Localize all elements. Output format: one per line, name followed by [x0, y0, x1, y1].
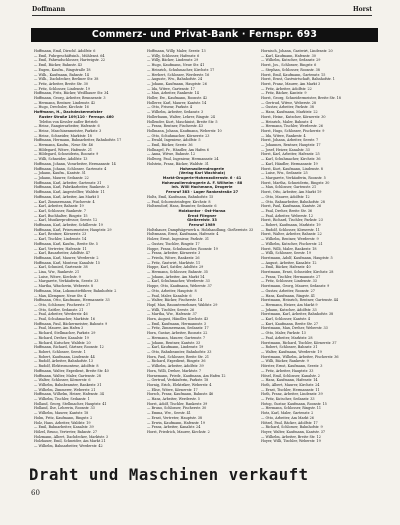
directory-entry: — Max, Klempner, Neue Str. 4 [34, 293, 87, 298]
directory-entry: — Rudolf, Elektromonteur, Adolfstr. 8 [34, 364, 99, 369]
directory-entry: Hopf, Max, Bauunternehmer, Waldstr. 29 [147, 302, 218, 307]
directory-entry: — Otto, Arbeiter, Am Markt 26 [261, 415, 314, 420]
directory-entry: — Karl, Buchhalter, Ringstr. 15 [34, 213, 88, 218]
directory-entry: Horst, Johann, Arbeiter, Seestr. 7 [261, 138, 319, 143]
directory-entry: — Emil, Kaufmann, Hermannstr. 3 [147, 321, 207, 326]
directory-entry: — Johannes, Rentner, Hauptstr. 17 [261, 143, 321, 148]
directory-entry: — Fritz, Arbeiter, Adolfstr. 22 [261, 86, 312, 91]
directory-entry: — Johann, Kutscher, Adolfstr. 33 [261, 307, 317, 312]
directory-entry: — Franz, Arbeiter, Körnerstr. 3 [147, 251, 201, 256]
directory-entry: Hoppe, Franz, Schuhmacher, Roonstr. 19 [147, 246, 218, 251]
directory-entry: Hoffmann, Paul, Bäckermeister, Bahnstr. 9 [34, 321, 108, 326]
directory-entry: — Fritz, Schlosser, Lindenstr. 19 [34, 86, 90, 91]
directory-entry: — Emil, Bäcker, Hafenstr. 40 [261, 265, 311, 270]
directory-entry: Hollerer, Karl, Maurer, Kantstr. 14 [147, 100, 207, 105]
directory-entry: Horst, Martha, Schneiderin, Ringstr. 30 [261, 180, 330, 185]
directory-entry: — Karl, Händler, Hermannstr. 19 [261, 161, 318, 166]
directory-entry: — Wilhelm, Rentner, Werderstr. 9 [261, 237, 319, 242]
directory-entry: Hoffmann, Walter, Maler, Gartenstr. 28 [34, 373, 101, 378]
directory-entry: — Richard, Schlosser, Bahnhofstr. 9 [261, 425, 323, 430]
directory-entry: Holzhauer, Emil, Schneider, Am Markt 21 [34, 439, 106, 444]
directory-entry: — Emma, Ww., Seestr. 41 [147, 411, 191, 416]
directory-entry: Hollnagel, Fr., Händler, Am Hafen 6 [147, 147, 209, 152]
directory-entry: — Karl, Bauarbeiter, Adolfstr. 47 [34, 251, 91, 256]
directory-entry: — Willi, Schneider, Adolfstr. 13 [34, 157, 88, 162]
directory-entry: Horn, Gustav, Arbeiter, Roonstr. 22 [147, 331, 208, 336]
directory-entry: — August, Arbeiter, Kanalstr. 12 [261, 260, 317, 265]
directory-entry: Hoth, Albert, Maurer, Kirchstr. 24 [261, 382, 320, 387]
directory-entry: Hornig, Erich, Elektriker, Weberstr. 4 [147, 382, 212, 387]
directory-entry: Horn, Paul, Schlosser, Breite Str. 21 [147, 354, 210, 359]
directory-entry: — Wilhelm, Kutscher, Fischerstr. 21 [261, 241, 323, 246]
directory-entry: — Emil, Bäcker, Seestr. 36 [147, 143, 193, 148]
directory-entry: — Hildegard, Schneiderin, Roonstr. 9 [34, 152, 99, 157]
directory-entry: — Eugen, Kaufm., Ringstraße 18 [34, 67, 91, 72]
directory-entry: Hoffmann, Walter, Expedient, Breite Str. 40 [34, 368, 109, 373]
directory-entry: Hoyer, Willi, Tischler, Weberstr. 19 [261, 439, 321, 444]
directory-entry: — Hugo, Kaufmann, Neue Str. 41 [147, 63, 205, 68]
directory-entry: Horst, Otto, Arbeiter, Am Markt 19 [261, 190, 322, 195]
directory-entry: Horn, Willi, Dreher, Marktstr. 7 [147, 368, 202, 373]
directory-entry: (Verlag Karl Wachholz) [178, 171, 226, 176]
directory-entry: — Wilhelm, Bahnarbeiter, Werderstr. 42 [34, 444, 103, 449]
directory-entry: — Fritz, Arbeiter, Hauptstr. 33 [261, 368, 314, 373]
directory-entry: Horst, Karl, Arbeiter, Hafenstr. 25 [261, 152, 320, 157]
directory-entry: — Wilhelm, Zimmerer, Weberstr. 21 [34, 387, 96, 392]
directory-entry: — Wilhelm, Arbeiter, Breite Str. 12 [261, 434, 321, 439]
directory-entry: — Emil, Bäcker, Bahnstr. 43 [34, 63, 83, 68]
directory-entry: Horstmann, Adolf, Kaufmann, Hauptstr. 5 [261, 255, 333, 260]
directory-entry: Hohenzollerndrogerie [179, 166, 225, 171]
running-header [32, 6, 372, 16]
directory-entry: Holzer, Ernst, Ingenieur, Parkstr. 31 [147, 237, 210, 242]
directory-entry: — Paul, Arbeiter, Marktstr. 28 [261, 335, 313, 340]
directory-entry: Horn, August, Händler, Kirchstr. 43 [147, 317, 209, 322]
directory-entry: Holtzhauer, Dampfsägewerk u. Holzhandlung, Gießereistr. 33 [147, 227, 254, 232]
directory-entry: Telefon von Kessler außer Betrieb [39, 119, 98, 124]
directory-entry: Holm, Fritz, Kaufmann, Ringstr. 2 [34, 415, 93, 420]
directory-entry: Hoffmann, H., Dachdeckermeister [34, 110, 103, 115]
directory-entry: — Wilhelm, Arbeiter, Adolfstr. 39 [147, 364, 204, 369]
directory-entry: — Karl, Schlosser, Rankestr. 7 [34, 208, 86, 213]
directory-entry: — Hans, Arbeiter, Werderstr. 5 [147, 397, 200, 402]
directory-entry: — Luise, Ww., Sedanstr. 25 [261, 171, 308, 176]
directory-entry: Hoffmann, Karl, Kaufm., Breite Str. 5 [34, 241, 98, 246]
directory-entry: Hoffmann, Karl, Angestellter, Waldstr. 11 [34, 190, 105, 195]
directory-entry: — Hermann, Schlosser, Bahnstr. 35 [147, 270, 208, 275]
directory-entry: Horstmann, Richard, Tischler, Körnerstr. 37 [261, 340, 337, 345]
directory-entry: — Otto, Arbeiter, Hauptstr. 8 [147, 288, 197, 293]
directory-entry: Hoppe, Karl, Sattler, Adolfstr. 29 [147, 265, 204, 270]
directory-entry: — Ida, Witwe, Gartenstr. 17 [147, 86, 195, 91]
directory-entry: Horst, Paul, Kaufmann, Kantstr. 26 [261, 204, 322, 209]
directory-entry: — Fritz, Gastwirt, Marktstr. 11 [147, 260, 201, 265]
directory-entry: — Karl, Tischler, Lindenstr. 14 [34, 237, 87, 242]
directory-entry: — Johann, Kaufmann, Hauptstr. 26 [147, 81, 207, 86]
directory-entry: — Paul, Schornsteinfeger, Kirchstr. 8 [147, 199, 211, 204]
directory-entry: — Ernst, Vertreter, Hauptstr. 38 [147, 415, 203, 420]
directory-entry: Horst, Emil, Kaufmann, Gartenstr. 15 [261, 72, 326, 77]
directory-entry: Hollender, Kurt, Maschinist, Breite Str. 5 [147, 119, 218, 124]
directory-entry: — Johann, Arbeiter, Am Markt 14 [147, 274, 205, 279]
directory-entry: — Ewald, Ingenieur, Adolfstr. 5 [147, 138, 201, 143]
directory-entry: Hoffmann, Karl, Friseurmeister, Hauptstr. 29 [34, 227, 112, 232]
directory-entry: — Rudolf, Arbeiter, Bahnhofstr. 13 [34, 359, 94, 364]
directory-entry: — Frieda, Witwe, Rankestr. 26 [147, 255, 200, 260]
directory-entry: Holler, Ew., Kaufmann, Roonstr. 42 [147, 96, 208, 101]
directory-entry: — Robert, Schlosser, Bahnstr. 31 [261, 345, 318, 350]
directory-entry: Hoffmann, Hermann, Bahnarbeiter, Bahnhofstr. 17 [34, 138, 122, 143]
directory-entry: Hoffmann, Otto, Kaufmann, Hermannstr. 33 [34, 298, 110, 303]
directory-entry: — Karl, Zimmermann, Fischerstr. 4 [34, 199, 95, 204]
directory-entry: — Otto, Bahnarbeiter, Bahnhofstr. 28 [261, 199, 325, 204]
directory-entry: Hoth, Franz, Arbeiter, Lindenstr. 39 [261, 392, 323, 397]
page-number: 60 [31, 489, 40, 497]
directory-entry: — Paul, Arbeiter, Werderstr. 46 [34, 312, 88, 317]
directory-entry: Hornisch, Johann, Gastwirt, Lindenstr. 20 [261, 49, 333, 53]
directory-entry: Hoffmann, Emil, Dirschf. Adolfstr. 6 [34, 49, 96, 53]
directory-entry: — Fritz, Zimmermann, Sedanstr. 17 [147, 326, 209, 331]
directory-entry: Horst, Heinr., Kutscher, Körnerstr. 30 [261, 114, 326, 119]
directory-entry: Fernruf 383 · Lager Rankestraße 27 [165, 190, 239, 195]
directory-entry: — Willi, Tischler, Seestr. 26 [147, 307, 195, 312]
directory-entry: — Heinr., Rangierarbeiter, Hafenstr. 6 [34, 124, 100, 129]
directory-entry: — Heinrich, Maler, Bahnstr. 4 [261, 119, 313, 124]
directory-entry: Holstein, Franz, Bäcker, Waldstr. 31 [147, 161, 209, 166]
directory-entry: Hoffmann, Max, Lokomotivführer, Bahnhofstr. 2 [34, 288, 117, 293]
directory-entry: — Otto, Schlosser, Fischerstr. 27 [34, 302, 91, 307]
directory-column-1 [34, 49, 144, 458]
directory-entry: Gießereistr. 33 [187, 218, 217, 223]
footer-advertisement: Draht und Maschinen verkauft [29, 466, 309, 484]
directory-entry: Horsch, Franz, Kaufmann, Bahnstr. 46 [147, 392, 214, 397]
directory-entry: Hollerbaum, Walter, Lehrer, Ringstr. 24 [147, 114, 215, 119]
directory-entry: — Emil, Fuhrgeschäftsinh., Mühlenst. 64 [34, 53, 105, 58]
directory-entry: — Hans, Kaufmann, Ringstr. 41 [261, 293, 316, 298]
directory-entry: — Paul, Maurer, Am Hafen 3 [34, 326, 84, 331]
directory-entry: Hoffmann, Karl, Monteur, Kanalstr. 15 [34, 260, 100, 265]
header-right-name: Horst [353, 6, 372, 13]
directory-entry: — Karl, Schmied, Gartenstr. 38 [34, 265, 88, 270]
directory-entry: — Luise, Witwe, Kirchstr. 9 [34, 274, 81, 279]
directory-entry: — Karl, Kaufmann, Lindenstr. 19 [147, 345, 204, 350]
directory-entry: Horst, Friedrich, Maurer, Kirchstr. 2 [147, 429, 210, 434]
directory-entry: — Lina, Ww., Rankestr. 21 [34, 270, 80, 275]
directory-entry: Hörster, Ernst, Kaufmann, Seestr. 3 [261, 364, 323, 369]
directory-column-2 [147, 49, 257, 458]
directory-entry: — Johann, Kaufm., Kantstr. 51 [34, 171, 86, 176]
directory-entry: — Auguste, Ww., Bahnhofstr. 24 [147, 77, 203, 82]
directory-entry: Horst, Jos., Schlosser, Ringstr. 6 [261, 63, 317, 68]
directory-entry: — Willy, Bäcker, Lindenstr. 29 [147, 58, 199, 63]
directory-entry: Holzmann, Albert, Dachdecker, Marktstr. 3 [34, 434, 109, 439]
header-rule [32, 15, 372, 16]
directory-entry: — Max, Arbeiter, Rankestr. 14 [147, 91, 199, 96]
directory-entry: Horstmann, Karl, Arbeiter, Bahnhofstr. 38 [261, 312, 334, 317]
directory-entry: — Gustav, Arbeiter, Parkstr. 38 [261, 105, 314, 110]
directory-entry: Hollmann, Johann, Kaufmann, Weberstr. 10 [147, 128, 222, 133]
directory-entry: — Martha, Wäscherin, Weberstr. 8 [34, 284, 94, 289]
directory-entry: Horstmann, Wilhelm, Arbeiter, Fischerstr. 36 [261, 354, 339, 359]
directory-entry: Hoffmann, Richard, Gärtner, Roonstr. 12 [34, 345, 104, 350]
directory-entry: — Walter, Schlosser, Körnerstr. 6 [34, 378, 91, 383]
directory-entry: Horstmann, Max, Dreher, Weberstr. 33 [261, 326, 328, 331]
directory-entry: — Fritz, Arbeiter, Breite Str. 30 [34, 81, 88, 86]
directory-entry: Markt-Drogerie-Hohenzollernstr. 6 · 41 [162, 175, 242, 180]
directory-entry: Hoffmann, Georg, Arbeiter, Brunnenstr. 3 [34, 96, 106, 101]
directory-entry: — Paul, Dreher, Breite Str. 36 [261, 208, 313, 213]
directory-entry: Hoffmann, Karl, Maurer, Werderstr. 2 [34, 255, 99, 260]
directory-entry: — Willi, Bäcker, Rankestr. 9 [261, 359, 309, 364]
directory-entry: — Paul, Arbeiter, Weberstr. 12 [261, 213, 313, 218]
directory-entry: Horst, Hugo, Schlosser, Fischerstr. 9 [261, 128, 325, 133]
directory-entry: — Richard, Dreher, Kanalstr. 19 [34, 335, 89, 340]
directory-entry: — Gertrud, Witwe, Weberstr. 28 [261, 100, 317, 105]
directory-entry: — Franz, Rentner, Fischerstr. 43 [147, 124, 203, 129]
directory-entry: Horst, Ernst, Gastwirtschaft, Bahnhofstr. 1 [261, 77, 335, 82]
directory-entry: — Rudolf, Schlosser, Körnerstr. 11 [261, 227, 320, 232]
directory-entry: — Karl, Schlosser, Kantstr. 4 [261, 317, 311, 322]
directory-entry: — Richard, Stellmacher, Parkstr. 29 [34, 331, 96, 336]
directory-entry: — Margarete, Verkäuferin, Roonstr. 5 [261, 175, 326, 180]
directory-entry: — Elise, Witwe, Körnerstr. 17 [147, 387, 198, 392]
directory-entry: Hoffmann, Karl, Arbeiter, Gartenstr. 31 [34, 180, 102, 185]
directory-entry: Hölzel, Bruno, Vertreter, Bahnstr. 27 [34, 429, 98, 434]
directory-entry: — Karl, Musikerprofessor, Seestr. 12 [34, 218, 98, 223]
directory-entry: — Hermann, Heizer, Am Markt 9 [261, 302, 318, 307]
directory-entry: — Gustav, Arbeiter, Roonstr. 27 [261, 288, 315, 293]
directory-entry: — Hermann, Kaufm., Neue Str. 46 [34, 143, 93, 148]
directory-entry: — Gertrud, Verkäuferin, Parkstr. 18 [147, 378, 209, 383]
directory-entry: — Robert, Kaufmann, Lindenstr. 44 [34, 354, 95, 359]
bank-advertisement-banner: Commerz- und Privat-Bank · Fernspr. 693 [31, 28, 378, 42]
directory-entry: Ruster Straße 109/110 · Fernspr. 460 [39, 114, 114, 119]
directory-entry: Holz, Hans, Arbeiter, Waldstr. 19 [34, 420, 91, 425]
directory-entry: — Fritz, Bäcker, Kantstr. 9 [261, 91, 307, 96]
directory-entry: — Heinrich, Schuhmacher, Kirchstr. 17 [147, 67, 215, 72]
directory-entry: — Karl, Arbeiter, Bahnstr. 19 [34, 204, 84, 209]
directory-entry: — Heinr., Schneider, Marktstr. 18 [34, 133, 92, 138]
directory-entry: — Willy, Schlosser, Hafenstr. 6 [147, 53, 200, 58]
directory-entry: — Wilhelm, Arbeiter, Sedanstr. 3 [147, 110, 204, 115]
directory-entry: Hornemann, Friedr., Kaufmann, Am Hafen 12 [147, 373, 226, 378]
directory-entry: — Hildegard, Witwe, Hafenstr. 21 [34, 147, 93, 152]
directory-entry: — Richard, Kutscher, Waldstr. 20 [34, 340, 91, 345]
directory-entry: — Emil, Fahrradschlosser, Hartwigstr. 22 [34, 58, 106, 63]
directory-column-3 [261, 49, 379, 458]
directory-entry: — Hermann, Rentner, Lindenstr. 42 [34, 100, 96, 105]
directory-entry: Hoffmann, Johann, Schlosser, Gartenstr. 4 [34, 166, 107, 171]
directory-entry: — Johann, Rentner, Kantstr. 33 [147, 340, 201, 345]
directory-entry: — Wilhelm, Tischler, Sedanstr. 1 [34, 397, 90, 402]
directory-entry: — Otto, Maurer, Adolfstr. 12 [261, 194, 310, 199]
directory-entry: — Wilhelm, Maurer, Kantstr. 18 [34, 411, 89, 416]
directory-entry: Hotop, Gustav, Kaufmann, Roonstr. 15 [261, 401, 327, 406]
directory-entry: Holland, Ilse, Lehrerin, Roonstr. 33 [34, 406, 95, 411]
directory-entry: — Anna, Witwe, Bahnstr. 12 [147, 152, 196, 157]
directory-entry: Horst, Richard, Tischler, Parkstr. 23 [261, 218, 323, 223]
directory-entry: — Franz, Tischler, Hermannstr. 27 [261, 274, 321, 279]
directory-entry: — Hermann, Tischler, Werderstr. 26 [261, 124, 323, 129]
directory-entry: Horstmann, Ernst, Schneider, Kirchstr. 28 [261, 270, 334, 275]
directory-entry: — Max, Schlosser, Gartenstr. 21 [261, 185, 317, 190]
directory-entry: Hohenzollerndrogerie A. F. Wilhelm · 88 [161, 180, 243, 185]
header-left-name: Doffmann [32, 6, 66, 13]
directory-entry: — Hans, Kaufmann, Hafenstr. 14 [261, 378, 318, 383]
directory-entry: — Wilhelm, Kutscher, Sedanstr. 29 [261, 58, 321, 63]
directory-entry: — Josef, Heizer, Kanalstr. 33 [261, 147, 310, 152]
directory-entry: Hoffmann, Karl, Fabrikarbeiter, Rankestr. 3 [34, 185, 109, 190]
directory-entry: Horst, Willi, Maler, Rankestr. 18 [261, 246, 317, 251]
directory-entry: — Otto, Maler, Parkstr. 13 [261, 331, 306, 336]
directory-entry: Holland, Georg, Stellmacher, Hauptstr. 41 [34, 401, 107, 406]
directory-entry: — Paul, Maler, Kanalstr. 6 [147, 293, 192, 298]
directory-entry: Horst, Franz, Maurer, Am Markt 3 [261, 81, 321, 86]
directory-entry: — Ida, Witwe, Rankestr. 4 [261, 133, 306, 138]
directory-entry: — Margarete, Verkäuferin, Seestr. 33 [34, 279, 99, 284]
directory-entry: — Kurt, Kaufmann, Breite Str. 27 [261, 321, 319, 326]
directory-entry: — Wilhelm, Bahnbeamter, Rankestr. 31 [34, 382, 102, 387]
directory-entry: Horst, Adolf, Tischler, Rankestr. 39 [147, 401, 208, 406]
directory-entry: Fernruf 1989 [188, 223, 216, 228]
directory-entry: Hötzel, Paul, Bäcker, Adolfstr. 17 [261, 420, 318, 425]
directory-entry: — Hugo, Drechsler, Kirchstr. 16 [34, 105, 89, 110]
directory-entry: — Richard, Expedient, Ringstr. 36 [147, 359, 206, 364]
directory-entry: — Erwin, Kaufmann, Hafenstr. 19 [147, 420, 205, 425]
directory-entry: — Martha, Ww., Hafenstr. 37 [147, 312, 197, 317]
directory-entry: — Stephan, Schlosser, Roonstr. 38 [261, 67, 320, 72]
directory-entry: — Hans, Kaufmann, Marktstr. 22 [261, 110, 318, 115]
directory-entry: Hoffmann, Fritz, Bäcker, Weißhauer Str. 34 [34, 91, 109, 96]
directory-entry: Horst, Georg, Schneidermeister, Breite Str. 18 [261, 96, 341, 101]
directory-entry: — Karl, Kaufmann, Hafenstr. 30 [261, 53, 316, 58]
directory-entry: Horst, Walter, Arbeiter, Bahnstr. 22 [261, 232, 322, 237]
directory-entry: — Fritz, Schlosser, Lindenstr. 33 [261, 279, 317, 284]
directory-entry: — Franz, Arbeiter, Kanalstr. 24 [147, 425, 201, 430]
directory-entry: — Herbert, Schlosser, Werderstr. 16 [147, 72, 210, 77]
directory-entry: — Walter, Kaufmann, Werderstr. 19 [261, 350, 322, 354]
directory-entry: — Heinr., Maschinenmeister, Parkstr. 3 [34, 128, 102, 133]
directory-entry: Inh. Willi Hachmann, Drogerie [171, 185, 233, 190]
directory-entry: — Johann, Maurer, Sedanstr. 22 [34, 175, 89, 180]
directory-entry: — Otto, Sattler, Sedanstr. 21 [34, 307, 84, 312]
directory-entry: — Hermann, Maurer, Gartenstr. 7 [147, 335, 206, 340]
directory-entry: — Ernst, Tischler, Hermannstr. 11 [261, 387, 320, 392]
directory-entry: Holtzmann, Ernst, Kaufmann, Hafenstr. 4 [147, 232, 219, 237]
directory-entry: Hoffmann, Karl, Arbeiter, Schillerstr. 19 [34, 223, 103, 228]
directory-entry: — Wilh., Kaufmann, Bahnstr. 14 [34, 72, 89, 77]
directory-entry: — Willi, Schlosser, Seestr. 19 [261, 251, 311, 256]
directory-entry: — Karl, Vertreter, Hafenstr. 11 [34, 246, 87, 251]
directory-entry: Horstmann, Heinrich, Rentner, Gartenstr. 44 [261, 298, 339, 303]
directory-entry: — Emil, Bahnarbeiter, Kanalstr. 39 [34, 425, 94, 430]
directory-entry: Holzkontor · Ost-Hansa [178, 208, 226, 213]
directory-entry: — Gustav, Tischler, Ringstr. 17 [147, 241, 200, 246]
directory-entry: Ernst Fliegner [187, 213, 217, 218]
directory-entry: — Karl, Rentner, Körnerstr. 23 [34, 232, 87, 237]
directory-entry: — Karl, Schuhmacher, Kirchstr. 36 [261, 157, 321, 162]
directory-entry: — Otto, Bahnbeamter, Bahnhofstr. 33 [147, 350, 212, 354]
directory-entry: — Robert, Schlosser, Seestr. 1 [34, 350, 86, 354]
directory-entry: Hoyer, Walter, Kaufmann, Kantstr. 37 [261, 429, 326, 434]
directory-entry: Horstmann, Georg, Maurer, Sedanstr. 9 [261, 284, 330, 289]
directory-columns [34, 49, 380, 458]
directory-entry: Hoppe, Otto, Kaufmann, Weberstr. 37 [147, 284, 212, 289]
directory-entry: — Bruno, Schlosser, Fischerstr. 30 [147, 406, 207, 411]
directory-entry: — Wilh., Dachdecker, Berliner Str. 38 [34, 77, 99, 82]
directory-entry: Hotz, Karl, Maler, Gartenstr. 2 [261, 411, 314, 416]
directory-entry: — Robert, Kaufmann, Marktstr. 19 [261, 223, 321, 228]
directory-entry: Horst, Kurt, Kaufmann, Lindenstr. 8 [261, 166, 323, 171]
directory-entry: — Walter, Bäcker, Fischerstr. 14 [147, 298, 203, 303]
directory-entry: Hoffmann, Willy, Maler, Seestr. 13 [147, 49, 206, 53]
directory-entry: Hoffmann, Johann, Vorarbeiter, Hermannstr. 14 [34, 161, 116, 166]
directory-entry: — Otto, Friseur, Parkstr. 4 [147, 105, 193, 110]
directory-entry: Hoffmann, Karl, Arbeiter, Am Markt 5 [34, 194, 100, 199]
directory-entry: Hoffmann, Wilhelm, Heizer, Hafenstr. 34 [34, 392, 104, 397]
directory-entry: Holtzendorf, Hans, Beamter, Sedanstr. 6 [147, 204, 217, 209]
directory-entry: — Karl, Schuhmacher, Werderstr. 33 [147, 279, 210, 284]
directory-entry: — Paul, Schuhmacher, Marktstr. 16 [34, 317, 95, 322]
directory-entry: Holtz, Emil, Kaufmann, Bahnhofstr. 15 [147, 194, 214, 199]
directory-entry: — Fritz, Kutscher, Sedanstr. 33 [261, 397, 315, 402]
directory-entry: Hollweg, Paul, Ingenieur, Hermannstr. 24 [147, 157, 219, 162]
directory-entry: — Otto, Schuhmacher, Körnerstr. 23 [147, 133, 210, 138]
directory-entry: — Hermann, Schlosser, Ringstr. 11 [261, 406, 322, 411]
directory-entry: Hösel, Emil, Schlosser, Kanalstr. 2 [261, 373, 320, 378]
